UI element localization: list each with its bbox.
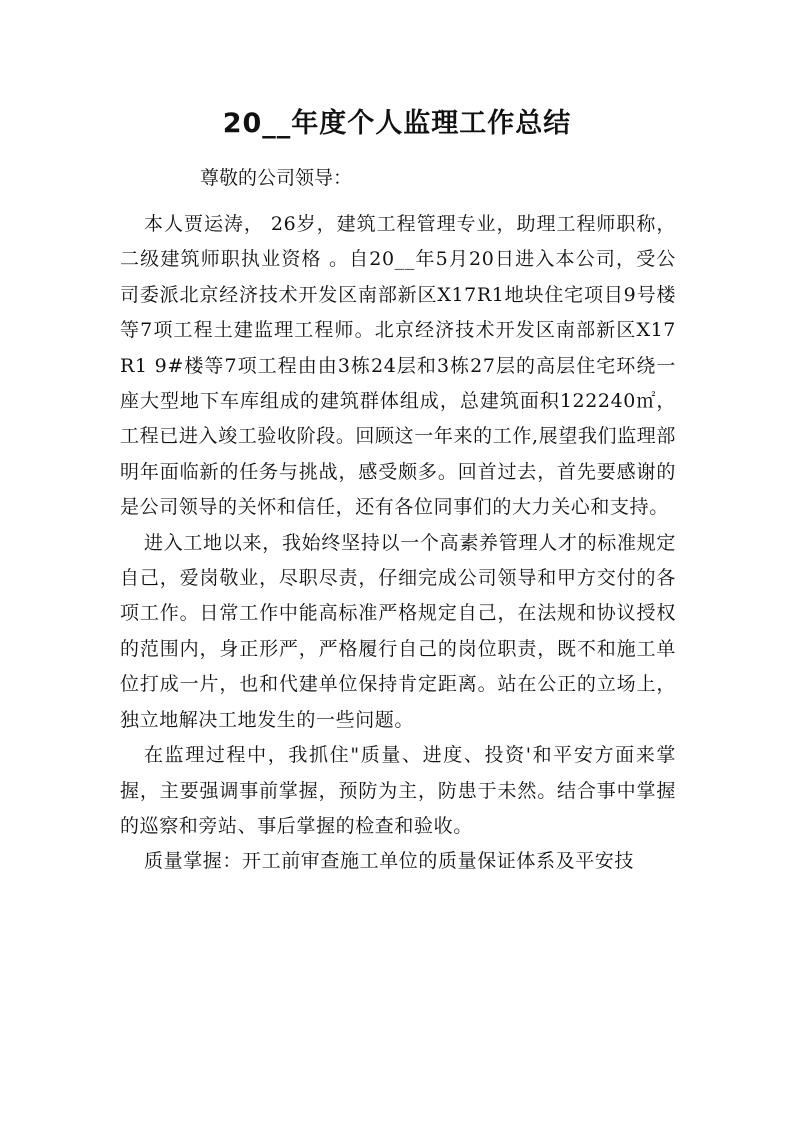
salutation: 尊敬的公司领导： <box>200 167 353 189</box>
paragraph-intro: 本人贾运涛， 26岁，建筑工程管理专业，助理工程师职称，二级建筑师职执业资格 。自20__年5月20日进入本公司，受公司委派北京经济技术开发区南部新区X17R1地块住宅项目9号楼等7项工程土建监理工程师。北京经济技术开发区南部新区X17R1 9#楼等7项工程由由3栋24层和3栋27层的高层住宅环绕一座大型地下车库组成的建筑群体组成，总建筑面积122240㎡，工程已进入竣工验收阶段。回顾这一年来的工作,展望我们监理部明年面临新的任务与挑战，感受颇多。回首过去，首先要感谢的是公司领导的关怀和信任，还有各位同事们的大力关心和支持。 <box>120 213 676 519</box>
paragraph-work-attitude: 进入工地以来，我始终坚持以一个高素养管理人才的标准规定自己，爱岗敬业，尽职尽责，仔细完成公司领导和甲方交付的各项工作。日常工作中能高标准严格规定自己，在法规和协议授权的范围内，身正形严，严格履行自己的岗位职责，既不和施工单位打成一片，也和代建单位保持肯定距离。站在公正的立场上，独立地解决工地发生的一些问题。 <box>120 531 676 731</box>
paragraph-supervision-process: 在监理过程中，我抓住"质量、进度、投资'和平安方面来掌握，主要强调事前掌握，预防为主，防患于未然。结合事中掌握的巡察和旁站、事后掌握的检查和验收。 <box>120 744 676 837</box>
document-body <box>120 207 676 880</box>
paragraph-quality-control: 质量掌握：开工前审查施工单位的质量保证体系及平安技 <box>144 850 635 873</box>
document-title: 20__年度个人监理工作总结 <box>222 108 572 139</box>
